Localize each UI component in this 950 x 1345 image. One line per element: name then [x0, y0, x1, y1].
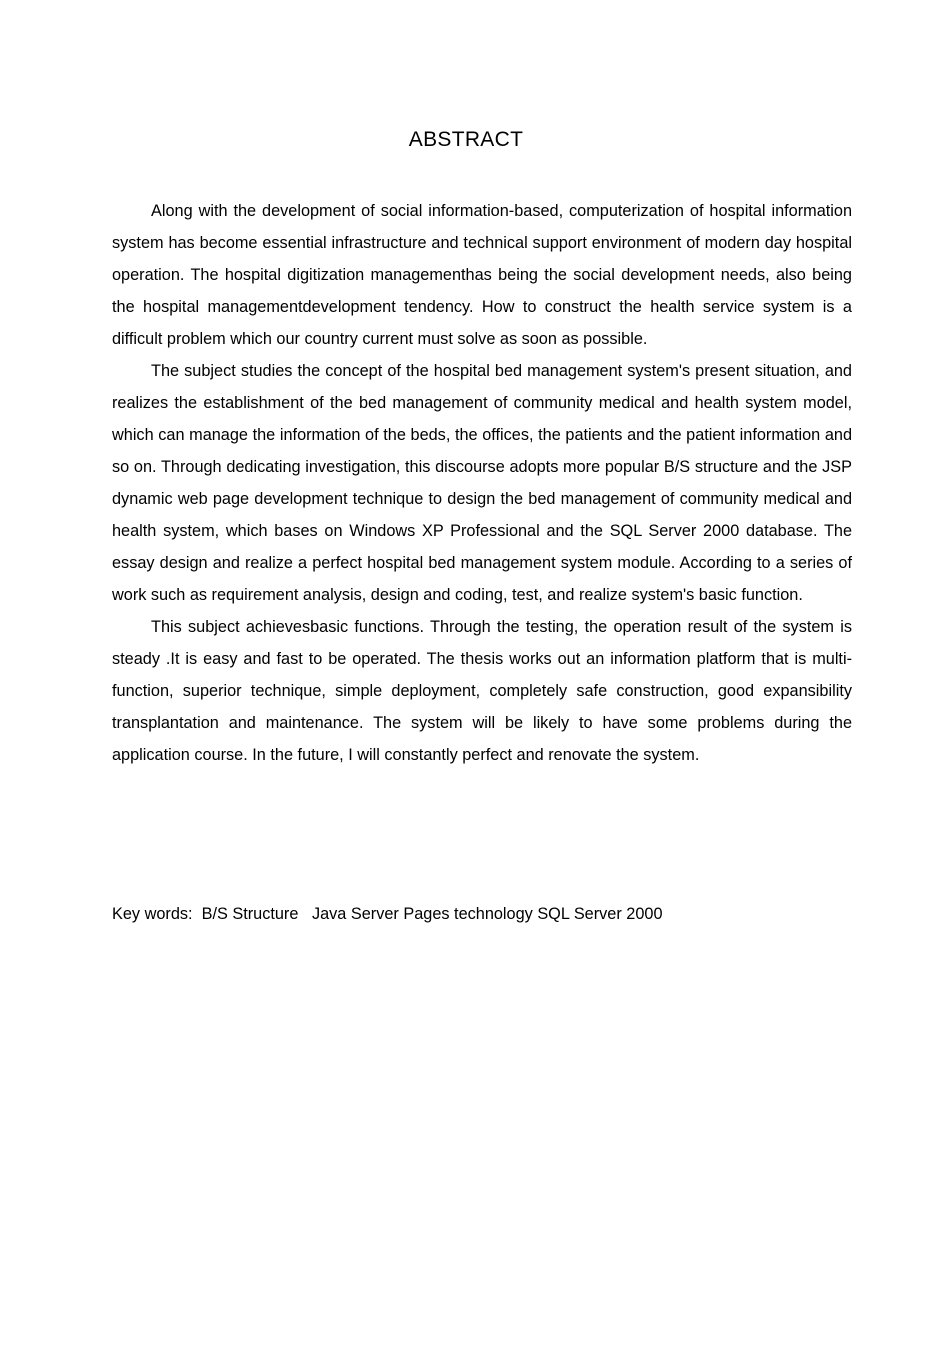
abstract-paragraph-1: Along with the development of social information-based, computerization of hospital information system has become essential infrastructure and technical support environment of modern day hospital operation. The hospital digitization managementhas being the social development needs, also being the hospital managementdevelopment tendency. How to construct the health service system is a difficult problem which our country current must solve as soon as possible.: [112, 202, 852, 348]
page-title: ABSTRACT: [408, 128, 524, 151]
keywords-line: Key words: B/S Structure Java Server Pages technology SQL Server 2000: [112, 905, 663, 923]
abstract-body: [112, 195, 852, 771]
abstract-paragraph-2: The subject studies the concept of the hospital bed management system's present situation, and realizes the establishment of the bed management of community medical and health system model, which can manage the information of the beds, the offices, the patients and the patient information and so on. Through dedicating investigation, this discourse adopts more popular B/S structure and the JSP dynamic web page development technique to design the bed management of community medical and health system, which bases on Windows XP Professional and the SQL Server 2000 database. The essay design and realize a perfect hospital bed management system module. According to a series of work such as requirement analysis, design and coding, test, and realize system's basic function.: [112, 362, 852, 604]
abstract-paragraph-3: This subject achievesbasic functions. Through the testing, the operation result of the system is steady .It is easy and fast to be operated. The thesis works out an information platform that is multi-function, superior technique, simple deployment, completely safe construction, good expansibility transplantation and maintenance. The system will be likely to have some problems during the application course. In the future, I will constantly perfect and renovate the system.: [112, 618, 852, 764]
